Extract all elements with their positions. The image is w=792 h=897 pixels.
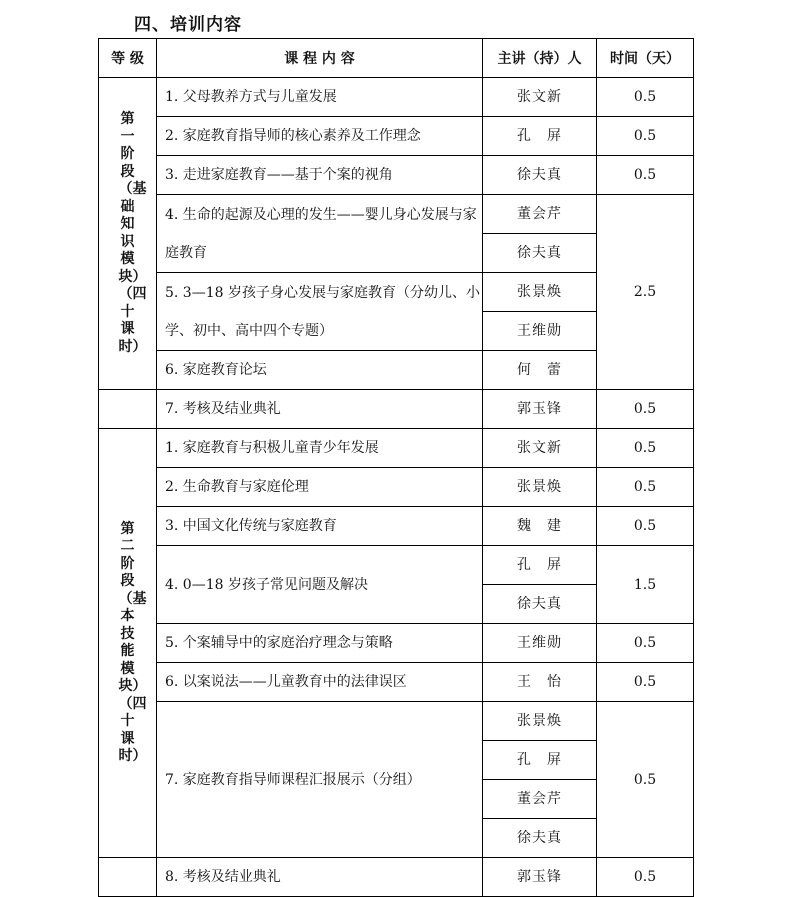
days-cell: 0.5 xyxy=(597,468,694,507)
table-row xyxy=(99,156,694,195)
lecturer-cell: 董会芹 xyxy=(483,195,597,234)
lecturer-cell: 何 蕾 xyxy=(483,351,597,390)
header-lecturer: 主讲（持）人 xyxy=(483,39,597,78)
course-cell: 5. 3—18 岁孩子身心发展与家庭教育（分幼儿、小学、初中、高中四个专题） xyxy=(157,273,483,351)
lecturer-cell: 徐夫真 xyxy=(483,234,597,273)
lecturer-cell: 魏 建 xyxy=(483,507,597,546)
table-row xyxy=(99,858,694,897)
lecturer-cell: 王 怡 xyxy=(483,663,597,702)
days-cell-merged: 2.5 xyxy=(597,195,694,390)
stage-2-label-cell xyxy=(99,429,157,858)
course-cell: 8. 考核及结业典礼 xyxy=(157,858,483,897)
lecturer-cell: 孔 屏 xyxy=(483,117,597,156)
course-cell: 2. 生命教育与家庭伦理 xyxy=(157,468,483,507)
course-cell: 5. 个案辅导中的家庭治疗理念与策略 xyxy=(157,624,483,663)
lecturer-cell: 王维勋 xyxy=(483,312,597,351)
lecturer-cell: 郭玉锋 xyxy=(483,858,597,897)
days-cell: 1.5 xyxy=(597,546,694,624)
lecturer-cell: 孔 屏 xyxy=(483,741,597,780)
days-cell: 0.5 xyxy=(597,702,694,858)
table-row xyxy=(99,468,694,507)
table-row xyxy=(99,546,694,585)
course-cell: 1. 父母教养方式与儿童发展 xyxy=(157,78,483,117)
table-row xyxy=(99,429,694,468)
course-cell: 6. 家庭教育论坛 xyxy=(157,351,483,390)
table-row xyxy=(99,702,694,741)
stage-1-label-cell xyxy=(99,78,157,390)
lecturer-cell: 徐夫真 xyxy=(483,585,597,624)
table-row xyxy=(99,117,694,156)
course-cell: 7. 考核及结业典礼 xyxy=(157,390,483,429)
days-cell: 0.5 xyxy=(597,156,694,195)
course-cell: 3. 走进家庭教育——基于个案的视角 xyxy=(157,156,483,195)
table-row xyxy=(99,78,694,117)
stage-1-label-tail xyxy=(99,390,157,429)
lecturer-cell: 王维勋 xyxy=(483,624,597,663)
lecturer-cell: 张景焕 xyxy=(483,273,597,312)
lecturer-cell: 张景焕 xyxy=(483,702,597,741)
stage-2-label: 第二阶段（基本技能模块）（四十课时） xyxy=(118,520,147,764)
lecturer-cell: 张景焕 xyxy=(483,468,597,507)
table-row xyxy=(99,390,694,429)
days-cell: 0.5 xyxy=(597,117,694,156)
stage-2-label-tail xyxy=(99,858,157,897)
section-title: 四、培训内容 xyxy=(134,15,242,35)
header-level: 等 级 xyxy=(99,39,157,78)
header-course: 课 程 内 容 xyxy=(157,39,483,78)
table-row xyxy=(99,507,694,546)
table-header-row xyxy=(99,39,694,78)
days-cell: 0.5 xyxy=(597,858,694,897)
header-time: 时间（天） xyxy=(597,39,694,78)
table-row xyxy=(99,195,694,234)
lecturer-cell: 孔 屏 xyxy=(483,546,597,585)
course-table xyxy=(98,38,694,897)
days-cell: 0.5 xyxy=(597,429,694,468)
days-cell: 0.5 xyxy=(597,624,694,663)
lecturer-cell: 董会芹 xyxy=(483,780,597,819)
lecturer-cell: 郭玉锋 xyxy=(483,390,597,429)
stage-1-label: 第一阶段（基础知识模块）（四十课时） xyxy=(118,111,147,355)
table-row xyxy=(99,663,694,702)
days-cell: 0.5 xyxy=(597,663,694,702)
course-cell: 4. 生命的起源及心理的发生——婴儿身心发展与家庭教育 xyxy=(157,195,483,273)
course-cell: 3. 中国文化传统与家庭教育 xyxy=(157,507,483,546)
course-cell: 4. 0—18 岁孩子常见问题及解决 xyxy=(157,546,483,624)
lecturer-cell: 张文新 xyxy=(483,78,597,117)
lecturer-cell: 张文新 xyxy=(483,429,597,468)
lecturer-cell: 徐夫真 xyxy=(483,156,597,195)
course-cell: 6. 以案说法——儿童教育中的法律误区 xyxy=(157,663,483,702)
course-cell: 1. 家庭教育与积极儿童青少年发展 xyxy=(157,429,483,468)
lecturer-cell: 徐夫真 xyxy=(483,819,597,858)
days-cell: 0.5 xyxy=(597,78,694,117)
course-cell: 2. 家庭教育指导师的核心素养及工作理念 xyxy=(157,117,483,156)
table-row xyxy=(99,624,694,663)
course-cell: 7. 家庭教育指导师课程汇报展示（分组） xyxy=(157,702,483,858)
days-cell: 0.5 xyxy=(597,507,694,546)
days-cell: 0.5 xyxy=(597,390,694,429)
